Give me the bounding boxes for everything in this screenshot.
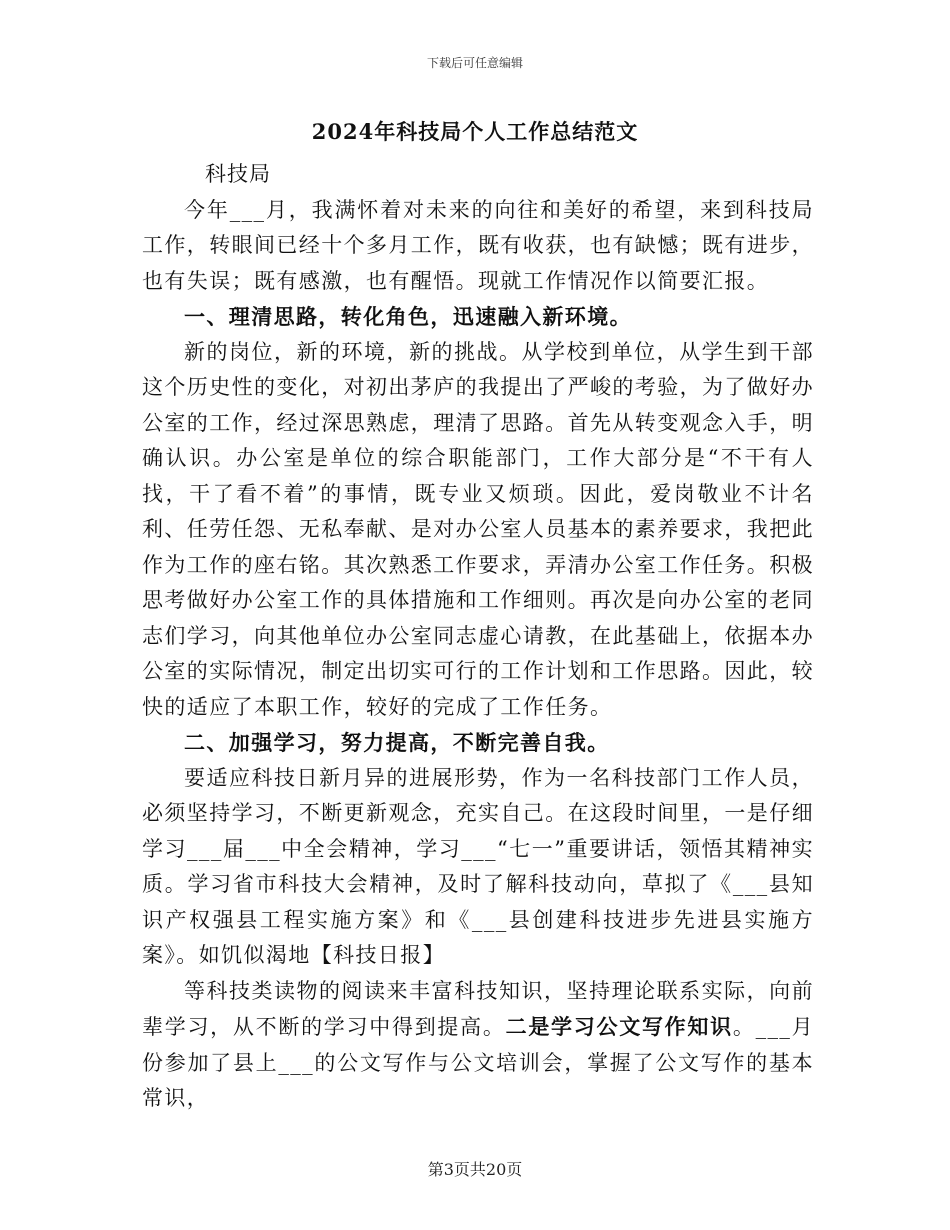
paragraph-section-1: 新的岗位，新的环境，新的挑战。从学校到单位，从学生到干部这个历史性的变化，对初出茅庐的我提出了严峻的考验，为了做好办公室的工作，经过深思熟虑，理清了思路。首先从转变观念入手，明确认识。办公室是单位的综合职能部门，工作大部分是“不干有人找，干了看不着”的事情，既专业又烦琐。因此，爱岗敬业不计名利、任劳任怨、无私奉献、是对办公室人员基本的素养要求，我把此作为工作的座右铭。其次熟悉工作要求，弄清办公室工作任务。积极思考做好办公室工作的具体措施和工作细则。再次是向办公室的老同志们学习，向其他单位办公室同志虚心请教，在此基础上，依据本办公室的实际情况，制定出切实可行的工作计划和工作思路。因此，较快的适应了本职工作，较好的完成了工作任务。 (142, 339, 814, 719)
paragraph-intro: 今年___月，我满怀着对未来的向往和美好的希望，来到科技局工作，转眼间已经十个多月工作，既有收获，也有缺憾；既有进步，也有失误；既有感激，也有醒悟。现就工作情况作以简要汇报。 (142, 197, 814, 293)
paragraph-recipient: 科技局 (205, 162, 271, 186)
paragraph-section-2: 要适应科技日新月异的进展形势，作为一名科技部门工作人员，必须坚持学习，不断更新观念，充实自己。在这段时间里，一是仔细学习___届___中全会精神，学习___“七一”重要讲话，领悟其精神实质。学习省市科技大会精神，及时了解科技动向，草拟了《___县知识产权强县工程实施方案》和《___县创建科技进步先进县实施方案》。如饥似渴地【科技日报】 (142, 765, 814, 967)
header-note: 下载后可任意编辑 (426, 56, 523, 70)
inline-bold-phrase: 二是学习公文写作知识 (505, 1014, 733, 1039)
paragraph-text-before: 等科技类读物的阅读来丰富科技知识，坚持理论联系实际，向前辈学习，从不断的学习中得到提高。 (142, 978, 814, 1039)
paragraph-section-2-continued (142, 974, 814, 1117)
section-heading-2: 二、加强学习，努力提高，不断完善自我。 (184, 730, 610, 755)
page-footer: 第3页共20页 (427, 1160, 523, 1179)
document-body (142, 157, 814, 1117)
document-title: 2024年科技局个人工作总结范文 (311, 119, 639, 144)
section-heading-1: 一、理清思路，转化角色，迅速融入新环境。 (184, 304, 632, 329)
paragraph-text-after: 。___月份参加了县上___的公文写作与公文培训会，掌握了公文写作的基本常识， (142, 1015, 815, 1110)
